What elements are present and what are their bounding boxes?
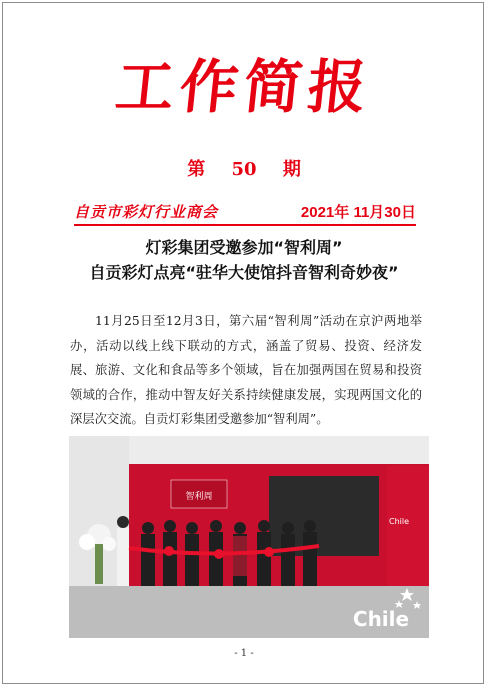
article-body: 11月25日至12月3日，第六届“智利周”活动在京沪两地举办，活动以线上线下联动的方式，涵盖了贸易、投资、经济发展、旅游、文化和食品等多个领域，旨在加强两国在贸易和投资领域的合作，推动中智友好关系持续健康发展，实现两国文化的深层次交流。自贡灯彩集团受邀参加“智利周”。 <box>70 314 422 426</box>
page-number: - 1 - <box>234 648 254 659</box>
article-title-line-1: 灯彩集团受邀参加“智利周” <box>145 238 343 257</box>
event-photo <box>69 436 429 638</box>
article-title-line-2: 自贡彩灯点亮“驻华大使馆抖音智利奇妙夜” <box>89 263 399 282</box>
issue-value: 50 <box>231 159 257 180</box>
banner-text: 智利周 <box>185 492 213 502</box>
organization-name: 自贡市彩灯行业商会 <box>74 203 219 221</box>
issue-prefix: 第 <box>187 159 206 180</box>
backdrop-brand-text: Chile <box>388 517 410 526</box>
header-row <box>74 201 416 223</box>
ribbon-cutting-photo <box>69 436 429 638</box>
issue-suffix: 期 <box>282 159 301 180</box>
issue-number <box>0 158 488 182</box>
masthead-title: 工作简报 <box>112 53 376 121</box>
chile-logo-text: Chile <box>352 607 410 631</box>
issue-date: 2021年 11月30日 <box>300 204 416 221</box>
header-divider <box>74 224 416 226</box>
